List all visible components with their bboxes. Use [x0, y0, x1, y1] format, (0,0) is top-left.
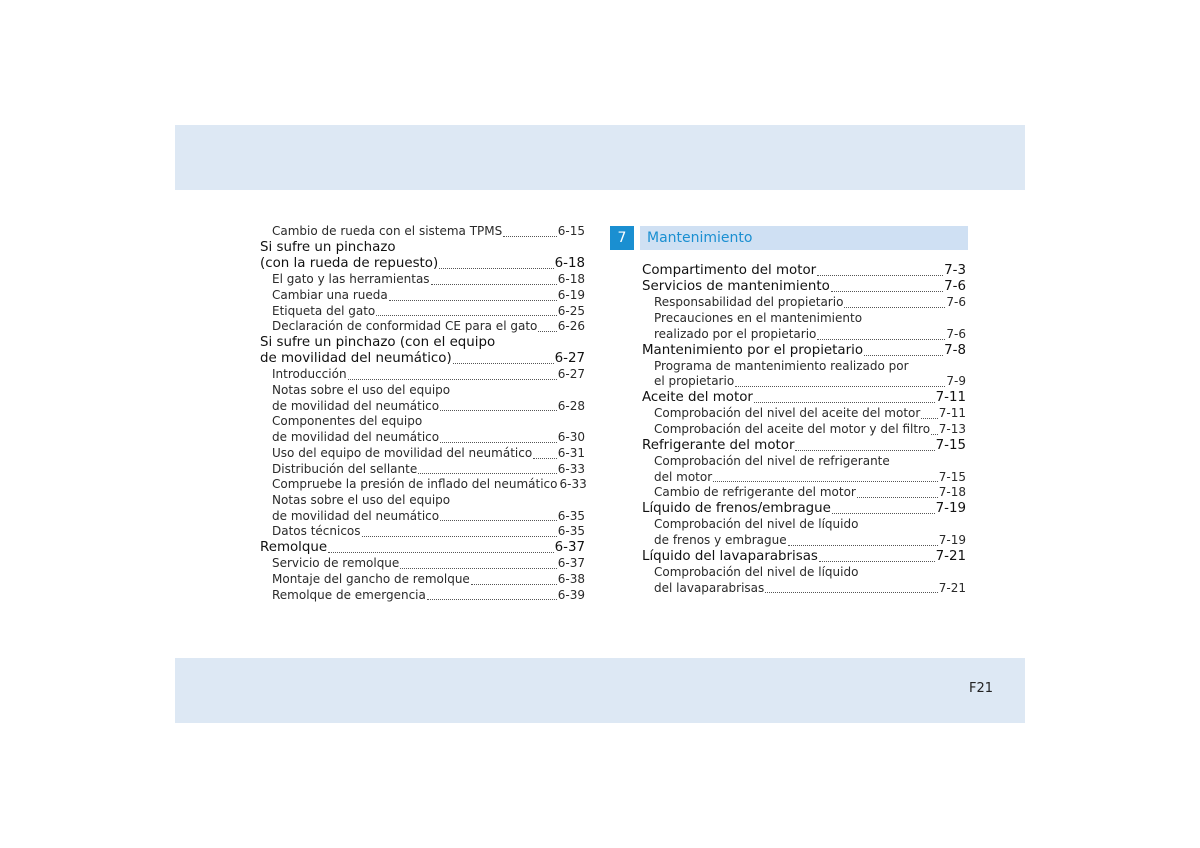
toc-entry-title: Etiqueta del gato	[272, 303, 376, 318]
toc-entry-sub	[260, 288, 585, 304]
dot-leader	[735, 386, 945, 387]
toc-entry-title-line1: Comprobación del nivel de líquido	[654, 564, 859, 579]
toc-column-right	[642, 263, 966, 596]
toc-entry-page: 6-27	[554, 351, 585, 367]
toc-entry-sub	[260, 319, 585, 335]
toc-entry-title-line1: Programa de mantenimiento realizado por	[654, 358, 909, 373]
dot-leader	[765, 592, 937, 593]
toc-entry-title: Mantenimiento por el propietario	[642, 342, 864, 358]
toc-entry-sub	[642, 485, 966, 501]
toc-entry-sub	[260, 588, 585, 604]
toc-entry-sub	[260, 572, 585, 588]
toc-entry-main	[642, 390, 966, 406]
toc-entry-title: de movilidad del neumático	[272, 508, 440, 523]
toc-entry-sub	[260, 224, 585, 240]
toc-entry-title: de movilidad del neumático	[272, 430, 440, 445]
toc-entry-title: Datos técnicos	[272, 524, 361, 539]
toc-entry-page: 6-26	[557, 319, 585, 334]
toc-entry-sub	[260, 304, 585, 320]
dot-leader	[864, 355, 943, 356]
toc-entry-sub	[260, 414, 585, 445]
toc-entry-title: Comprobación del aceite del motor y del filtro	[654, 422, 931, 437]
dot-leader	[931, 434, 938, 435]
dot-leader	[533, 458, 557, 459]
toc-entry-title: del lavaparabrisas	[654, 580, 765, 595]
toc-entry-title: Servicios de mantenimiento	[642, 279, 830, 295]
toc-entry-page: 7-3	[944, 263, 966, 278]
toc-entry-sub	[260, 477, 585, 493]
toc-entry-page: 7-6	[944, 279, 966, 295]
dot-leader	[348, 379, 557, 380]
dot-leader	[418, 473, 557, 474]
toc-entry-page: 7-18	[938, 485, 966, 500]
section-number-badge: 7	[610, 226, 634, 250]
dot-leader	[376, 315, 557, 316]
dot-leader	[440, 442, 557, 443]
toc-entry-title: Distribución del sellante	[272, 461, 418, 476]
dot-leader	[713, 481, 938, 482]
toc-entry-main	[642, 343, 966, 359]
toc-entry-title-line1: Notas sobre el uso del equipo	[272, 492, 451, 507]
dot-leader	[427, 599, 557, 600]
toc-entry-sub	[642, 295, 966, 311]
toc-entry-title-line1: Precauciones en el mantenimiento	[654, 311, 863, 326]
toc-entry-title: de movilidad del neumático)	[260, 351, 452, 367]
toc-entry-page: 7-11	[935, 390, 966, 406]
toc-entry-title: Compartimento del motor	[642, 263, 817, 278]
dot-leader	[431, 284, 557, 285]
dot-leader	[844, 307, 945, 308]
dot-leader	[817, 275, 943, 276]
toc-entry-title: Responsabilidad del propietario	[654, 295, 844, 310]
toc-entry-title: Montaje del gancho de remolque	[272, 571, 470, 586]
toc-entry-page: 6-35	[557, 508, 585, 523]
footer-band	[175, 658, 1025, 723]
toc-entry-sub	[260, 556, 585, 572]
toc-column-left	[260, 224, 585, 603]
dot-leader	[400, 568, 556, 569]
toc-entry-title: el propietario	[654, 374, 735, 389]
dot-leader	[921, 418, 937, 419]
toc-entry-title: del motor	[654, 469, 713, 484]
section-header	[610, 226, 968, 250]
toc-entry-title: Líquido del lavaparabrisas	[642, 548, 818, 564]
toc-entry-main	[642, 263, 966, 279]
dot-leader	[439, 268, 553, 269]
toc-entry-title: Declaración de conformidad CE para el gato	[272, 319, 538, 334]
toc-entry-title-line1: Comprobación del nivel de refrigerante	[654, 453, 890, 468]
toc-entry-title: Cambio de rueda con el sistema TPMS	[272, 224, 503, 238]
header-band	[175, 125, 1025, 190]
toc-entry-page: 6-27	[557, 367, 585, 382]
toc-entry-main	[642, 549, 966, 565]
toc-entry-page: 6-19	[557, 287, 585, 302]
dot-leader	[362, 536, 557, 537]
toc-entry-title: Líquido de frenos/embrague	[642, 501, 831, 517]
toc-entry-page: 6-37	[554, 540, 585, 556]
toc-entry-sub	[642, 454, 966, 485]
dot-leader	[857, 497, 938, 498]
toc-entry-sub	[260, 367, 585, 383]
toc-entry-page: 6-15	[557, 224, 585, 238]
toc-entry-page: 6-18	[554, 255, 585, 271]
toc-entry-sub	[642, 406, 966, 422]
toc-entry-sub	[642, 517, 966, 548]
toc-entry-title-line1: Si sufre un pinchazo	[260, 239, 396, 255]
section-title-bar	[640, 226, 968, 250]
toc-entry-title: Aceite del motor	[642, 390, 753, 406]
dot-leader	[754, 402, 935, 403]
toc-entry-page: 6-30	[557, 430, 585, 445]
toc-entry-title-line1: Si sufre un pinchazo (con el equipo	[260, 334, 496, 350]
toc-entry-page: 6-25	[557, 303, 585, 318]
toc-entry-page: 7-19	[935, 501, 966, 517]
toc-entry-page: 7-15	[935, 437, 966, 453]
toc-entry-main	[642, 279, 966, 295]
toc-entry-page: 7-11	[938, 406, 966, 421]
toc-entry-title: Introducción	[272, 367, 347, 382]
toc-entry-page: 6-33	[559, 477, 587, 492]
toc-entry-sub	[260, 493, 585, 524]
toc-entry-page: 7-19	[938, 532, 966, 547]
toc-entry-page: 6-39	[557, 587, 585, 602]
toc-entry-title-line1: Componentes del equipo	[272, 414, 423, 429]
dot-leader	[788, 545, 938, 546]
dot-leader	[453, 363, 554, 364]
dot-leader	[471, 584, 557, 585]
toc-entry-page: 6-33	[557, 461, 585, 476]
dot-leader	[389, 300, 557, 301]
toc-entry-main	[642, 501, 966, 517]
toc-entry-page: 7-21	[935, 548, 966, 564]
toc-entry-sub	[642, 422, 966, 438]
toc-entry-page: 6-38	[557, 571, 585, 586]
toc-entry-title: realizado por el propietario	[654, 326, 817, 341]
toc-entry-main	[642, 438, 966, 454]
dot-leader	[819, 561, 935, 562]
toc-entry-title-line1: Notas sobre el uso del equipo	[272, 383, 451, 398]
toc-entry-page: 7-15	[938, 469, 966, 484]
dot-leader	[538, 331, 556, 332]
toc-entry-title: Remolque de emergencia	[272, 587, 426, 602]
toc-entry-page: 7-8	[944, 342, 966, 358]
toc-entry-page: 6-35	[557, 524, 585, 539]
toc-entry-title-line1: Comprobación del nivel de líquido	[654, 517, 859, 532]
toc-entry-sub	[260, 524, 585, 540]
toc-entry-title: Cambiar una rueda	[272, 287, 388, 302]
toc-entry-title: El gato y las herramientas	[272, 272, 430, 287]
toc-entry-sub	[260, 462, 585, 478]
toc-entry-title: Servicio de remolque	[272, 556, 400, 571]
toc-entry-page: 6-28	[557, 398, 585, 413]
toc-entry-sub	[642, 311, 966, 342]
toc-entry-main	[260, 240, 585, 272]
toc-entry-title: Uso del equipo de movilidad del neumático	[272, 445, 533, 460]
toc-entry-main	[260, 335, 585, 367]
toc-entry-title: Comprobación del nivel del aceite del motor	[654, 406, 921, 421]
dot-leader	[817, 339, 945, 340]
page-number: F21	[968, 681, 993, 696]
toc-entry-page: 6-18	[557, 272, 585, 287]
dot-leader	[503, 236, 557, 237]
toc-entry-page: 7-21	[938, 580, 966, 595]
toc-entry-sub	[642, 565, 966, 596]
toc-entry-page: 7-9	[946, 374, 966, 389]
dot-leader	[795, 450, 934, 451]
section-title: Mantenimiento	[647, 230, 753, 246]
toc-entry-page: 7-6	[946, 326, 966, 341]
toc-entry-title: Refrigerante del motor	[642, 437, 795, 453]
toc-entry-page: 7-6	[946, 295, 966, 310]
toc-entry-title: de frenos y embrague	[654, 532, 787, 547]
dot-leader	[440, 520, 557, 521]
dot-leader	[832, 513, 935, 514]
toc-entry-page: 6-37	[557, 556, 585, 571]
toc-entry-sub	[260, 272, 585, 288]
dot-leader	[440, 410, 557, 411]
dot-leader	[328, 552, 553, 553]
toc-entry-sub	[260, 383, 585, 414]
toc-entry-title: Compruebe la presión de inflado del neumático	[272, 477, 558, 492]
dot-leader	[831, 291, 943, 292]
toc-entry-page: 6-31	[557, 445, 585, 460]
toc-entry-title: (con la rueda de repuesto)	[260, 255, 439, 271]
toc-entry-sub	[260, 446, 585, 462]
toc-entry-sub	[642, 359, 966, 390]
toc-entry-title: Remolque	[260, 540, 328, 556]
toc-entry-main	[260, 540, 585, 556]
toc-entry-title: Cambio de refrigerante del motor	[654, 485, 856, 500]
toc-entry-title: de movilidad del neumático	[272, 398, 440, 413]
toc-entry-page: 7-13	[938, 422, 966, 437]
